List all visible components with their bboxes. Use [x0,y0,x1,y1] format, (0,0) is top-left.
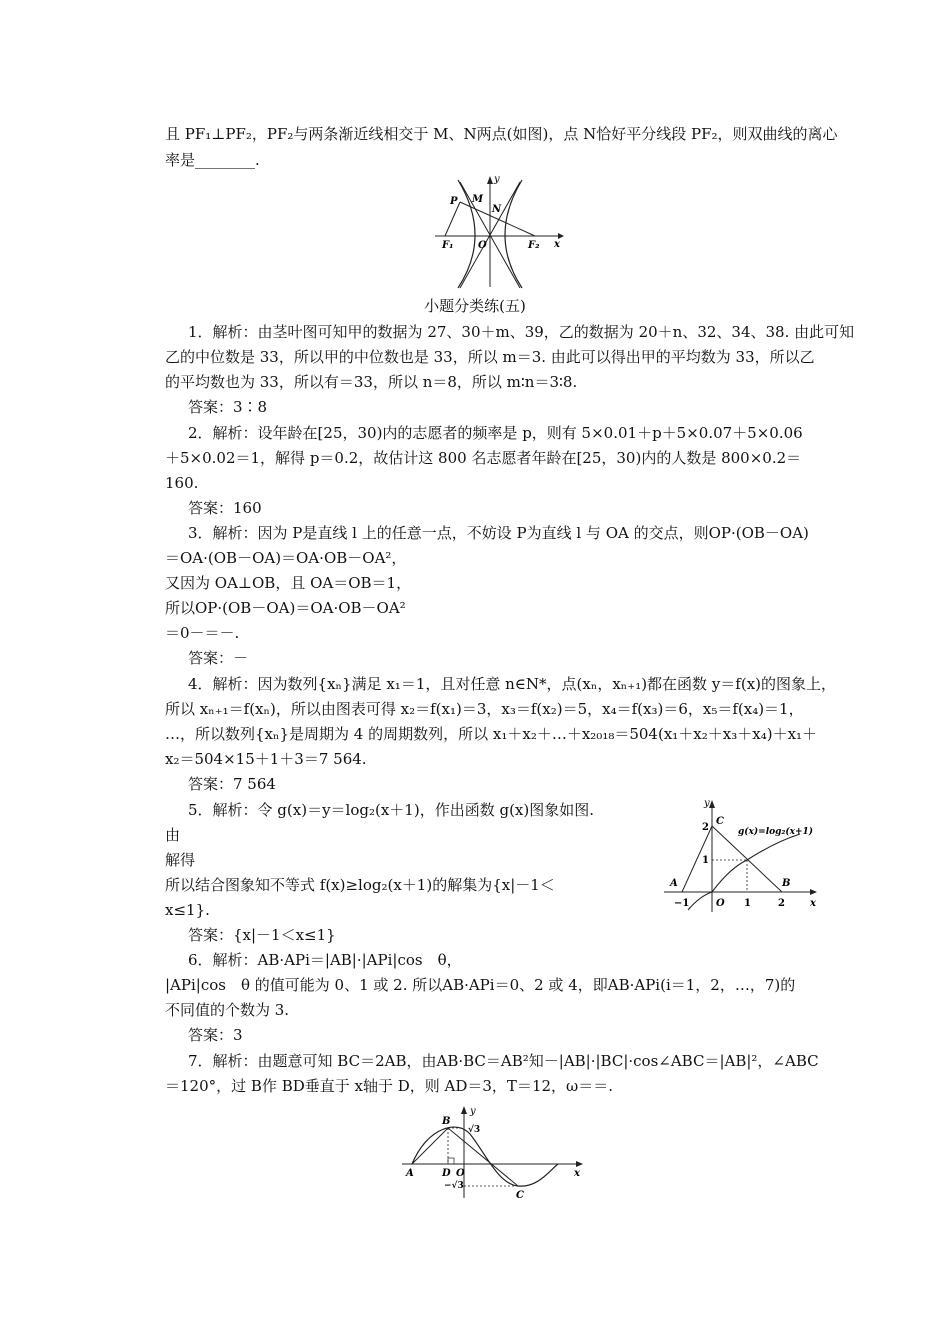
sine-curve [412,1127,558,1186]
label-b: B [782,878,791,889]
intro-line-1: 且 PF₁⊥PF₂，PF₂与两条渐近线相交于 M、N两点(如图)，点 N恰好平分线段 PF₂，则双曲线的离心 [165,125,838,143]
intro-line-2: 率是________. [165,151,260,169]
q2-line-1: 2．解析：设年龄在[25，30)内的志愿者的频率是 p，则有 5×0.01＋p＋5×0.07＋5×0.06 [188,424,803,442]
q5-line-2: 由 [165,826,181,844]
x-axis-arrow [810,889,817,895]
segment-pf1 [445,202,460,236]
label-o: O [716,898,725,909]
label-2y: 2 [702,822,709,833]
q7-line-1: 7．解析：由题意可知 BC＝2AB，由AB·BC＝AB²知－|AB|·|BC|·cos∠ABC＝|AB|²，∠ABC [188,1052,819,1070]
label-y: y [704,798,710,809]
q3-line-4: 所以OP·(OB－OA)＝OA·OB－OA² [165,599,406,617]
y-axis-arrow [709,800,715,808]
label-c: C [516,1190,524,1201]
log-function-figure [660,796,822,914]
q5-line-4: 所以结合图象知不等式 f(x)≥log₂(x＋1)的解集为{x|－1＜ [165,876,555,894]
y-axis-arrow [461,1106,467,1114]
label-a: A [670,878,678,889]
label-x: x [574,1168,580,1179]
label-b: B [442,1116,451,1127]
q3-line-2: ＝OA·(OB－OA)＝OA·OB－OA²， [165,549,407,567]
q2-line-2: ＋5×0.02＝1，解得 p＝0.2，故估计这 800 名志愿者年龄在[25，30)内的人数是 800×0.2＝ [165,449,802,467]
label-f1: F₁ [442,240,454,251]
q5-line-5: x≤1}. [165,901,210,919]
q1-answer: 答案：3∶8 [188,398,268,416]
label-o: O [456,1168,465,1179]
label-x: x [810,898,816,909]
label-x: x [554,239,560,250]
q5-line-3: 解得 [165,851,196,869]
q2-line-3: 160. [165,474,199,492]
label-a: A [406,1168,414,1179]
q6-line-2: |APi|cos θ 的值可能为 0、1 或 2. 所以AB·APi＝0、2 或 4，即AB·APi(i＝1，2，…，7)的 [165,976,796,994]
label-2x: 2 [778,898,785,909]
q1-line-2: 乙的中位数是 33，所以甲的中位数也是 33，所以 m＝3. 由此可以得出甲的平均数为 33，所以乙 [165,348,815,366]
q6-line-3: 不同值的个数为 3. [165,1001,290,1019]
label-c: C [716,816,724,827]
q5-line-1: 5．解析：令 g(x)＝y＝log₂(x＋1)，作出函数 g(x)图象如图. [188,801,595,819]
q1-line-3: 的平均数也为 33，所以有＝33，所以 n＝8，所以 m∶n＝3∶8. [165,373,578,391]
hyperbola-figure [430,172,565,290]
label-p: P [450,196,458,207]
hyperbola-right-branch [505,180,522,288]
q4-line-4: x₂＝504×15＋1＋3＝7 564. [165,750,367,768]
section-title: 小题分类练(五) [424,297,526,315]
label-sqrt3: √3 [468,1125,481,1135]
label-m: M [472,194,484,205]
q6-answer: 答案：3 [188,1026,243,1044]
label-f2: F₂ [528,240,540,251]
x-axis-arrow [576,1161,583,1167]
q4-answer: 答案：7 564 [188,775,276,793]
q3-line-3: 又因为 OA⊥OB，且 OA＝OB＝1， [165,574,412,592]
q3-answer: 答案：－ [188,649,249,667]
q3-line-5: ＝0－＝－. [165,624,240,642]
q7-line-2: ＝120°，过 B作 BD垂直于 x轴于 D，则 AD＝3，T＝12，ω＝＝. [165,1077,614,1095]
q1-line-1: 1．解析：由茎叶图可知甲的数据为 27、30＋m、39，乙的数据为 20＋n、32、34、38. 由此可知 [188,323,855,341]
y-axis-arrow [487,176,493,184]
label-1y: 1 [702,855,709,866]
label-o: O [478,240,487,251]
sine-figure [398,1106,588,1202]
label-negsqrt3: −√3 [444,1181,464,1191]
label-1x: 1 [744,898,751,909]
q2-answer: 答案：160 [188,499,262,517]
q3-line-1: 3．解析：因为 P是直线 l 上的任意一点，不妨设 P为直线 l 与 OA 的交点，则OP·(OB－OA) [188,524,809,542]
label-n: N [492,204,502,215]
label-func: g(x)=log₂(x+1) [738,827,814,837]
q4-line-1: 4．解析：因为数列{xₙ}满足 x₁＝1，且对任意 n∈N*，点(xₙ，xₙ₊₁)都在函数 y＝f(x)的图象上， [188,675,837,693]
label-neg1: −1 [674,898,690,909]
q4-line-2: 所以 xₙ₊₁＝f(xₙ)，所以由图表可得 x₂＝f(x₁)＝3，x₃＝f(x₂)＝5，x₄＝f(x₃)＝6，x₅＝f(x₄)＝1， [165,700,804,718]
q6-line-1: 6．解析：AB·APi＝|AB|·|APi|cos θ， [188,951,462,969]
label-d: D [442,1168,451,1179]
label-y: y [494,174,500,185]
q4-line-3: …，所以数列{xₙ}是周期为 4 的周期数列，所以 x₁＋x₂＋…＋x₂₀₁₈＝504(x₁＋x₂＋x₃＋x₄)＋x₁＋ [165,725,818,743]
q5-answer: 答案：{x|－1＜x≤1} [188,926,336,944]
right-angle-mark [448,1158,454,1164]
label-y: y [470,1106,476,1117]
